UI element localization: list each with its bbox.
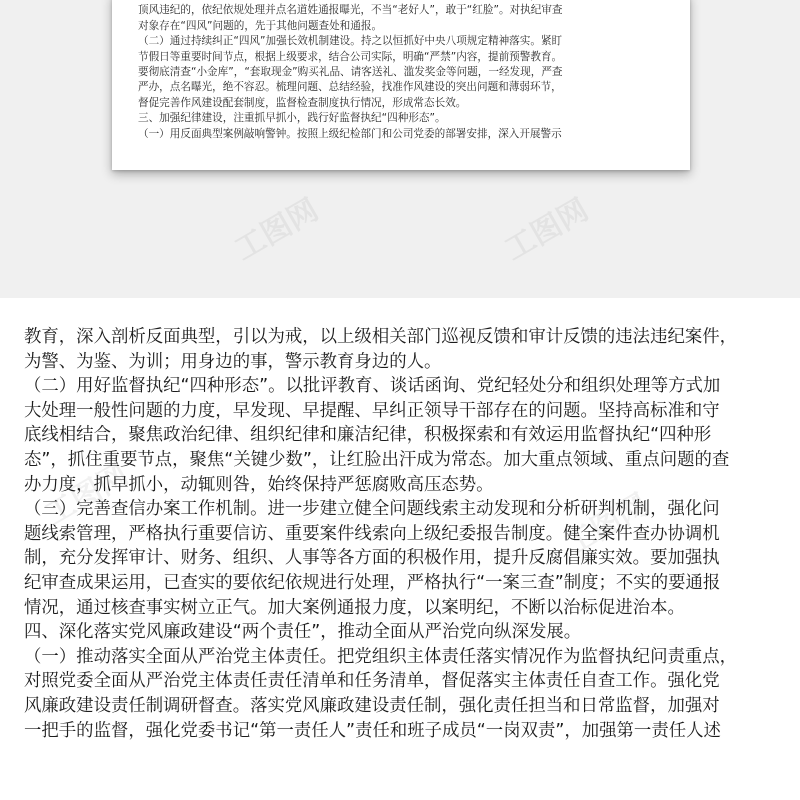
preview-line: 要彻底清查“小金库”，“套取现金”购买礼品、请客送礼、滥发奖金等问题，一经发现，严查 <box>138 66 563 79</box>
document-line: 一把手的监督，强化党委书记“第一责任人”责任和班子成员“一岗双责”，加强第一责任人述 <box>24 720 721 741</box>
preview-line: 严办，点名曝光，绝不容忍。梳理问题、总结经验，找准作风建设的突出问题和薄弱环节， <box>138 81 562 94</box>
document-line: 风廉政建设责任制调研督查。落实党风廉政建设责任制，强化责任担当和日常监督，加强对 <box>24 695 720 716</box>
watermark: 工图网 <box>39 457 135 533</box>
preview-line: （二）通过持续纠正“四风”加强长效机制建设。持之以恒抓好中央八项规定精神落实。紧盯 <box>138 35 563 48</box>
document-line: 为警、为鉴、为训；用身边的事，警示教育身边的人。 <box>24 351 442 372</box>
document-line: 大处理一般性问题的力度，早发现、早提醒、早纠正领导干部存在的问题。坚持高标准和守 <box>24 400 720 421</box>
preview-text <box>138 0 668 142</box>
document-line: 态”，抓住重要节点，聚焦“关键少数”，让红脸出汗成为常态。加大重点领域、重点问题的查 <box>24 449 730 470</box>
watermark: 工图网 <box>229 192 325 268</box>
preview-line: 节假日等重要时间节点，根据上级要求，结合公司实际，明确“严禁”内容，提前预警教育。 <box>138 50 563 63</box>
document-line: 情况，通过核查事实树立正气。加大案例通报力度，以案明纪，不断以治标促进治本。 <box>24 597 685 618</box>
document-line: （一）推动落实全面从严治党主体责任。把党组织主体责任落实情况作为监督执纪问责重点， <box>24 646 738 667</box>
document-line: 题线索管理，严格执行重要信访、重要案件线索向上级纪委报告制度。健全案件查办协调机 <box>24 523 720 544</box>
document-line: 四、深化落实党风廉政建设“两个责任”，推动全面从严治党向纵深发展。 <box>24 622 582 643</box>
document-preview-card <box>112 0 690 170</box>
document-line: 制，充分发挥审计、财务、组织、人事等各方面的积极作用，提升反腐倡廉实效。要加强执 <box>24 548 720 569</box>
document-line: 教育，深入剖析反面典型，引以为戒，以上级相关部门巡视反馈和审计反馈的违法违纪案件， <box>24 327 738 347</box>
watermark: 工图网 <box>559 487 655 563</box>
document-line: （二）用好监督执纪“四种形态”。以批评教育、谈话函询、党纪轻处分和组织处理等方式加 <box>24 376 721 397</box>
preview-line: 顶风违纪的，依纪依规处理并点名道姓通报曝光，不当“老好人”，敢于“红脸”。对执纪审查 <box>138 4 563 17</box>
preview-line: （一）用反面典型案例敲响警钟。按照上级纪检部门和公司党委的部署安排，深入开展警示 <box>138 127 562 140</box>
document-line: 底线相结合，聚焦政治纪律、组织纪律和廉洁纪律，积极探索和有效运用监督执纪“四种形 <box>24 425 712 446</box>
preview-line: 三、加强纪律建设，注重抓早抓小，践行好监督执纪“四种形态”。 <box>138 112 446 125</box>
watermark: 工图网 <box>499 192 595 268</box>
document-body <box>24 325 778 743</box>
document-line: 纪审查成果运用，已查实的要依纪依规进行处理，严格执行“一案三查”制度；不实的要通报 <box>24 572 721 593</box>
preview-line: 对象存在“四风”问题的，先于其他问题查处和通报。 <box>138 19 383 32</box>
document-line: 办力度，抓早抓小，动辄则咎，始终保持严惩腐败高压态势。 <box>24 474 494 495</box>
document-line: （三）完善查信办案工作机制。进一步建立健全问题线索主动发现和分析研判机制，强化问 <box>24 499 720 520</box>
document-line: 对照党委全面从严治党主体责任责任清单和任务清单，督促落实主体责任自查工作。强化党 <box>24 671 720 692</box>
preview-line: 督促完善作风建设配套制度，监督检查制度执行情况，形成常态长效。 <box>138 96 467 109</box>
